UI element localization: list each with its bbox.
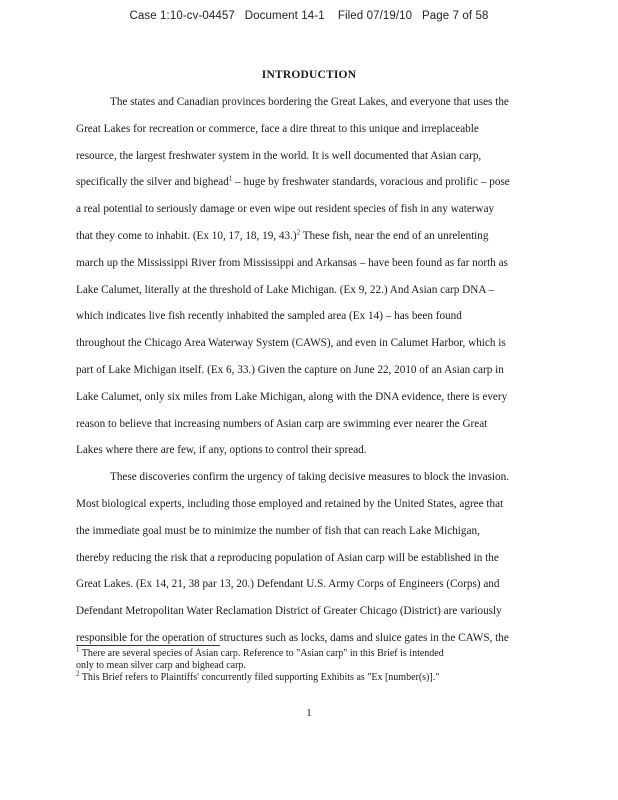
body-line xyxy=(76,148,556,175)
body-line xyxy=(76,576,556,603)
body-line xyxy=(76,469,556,496)
body-line xyxy=(76,362,556,389)
body-line-text: Defendant Metropolitan Water Reclamation District of Greater Chicago (District) are variously xyxy=(76,605,502,618)
body-line-text: that they come to inhabit. (Ex 10, 17, 18, 19, 43.) xyxy=(76,229,297,242)
footnote-separator xyxy=(76,645,220,646)
body-line-text: thereby reducing the risk that a reproducing population of Asian carp will be established in the xyxy=(76,551,499,564)
body-line-text: Lake Calumet, literally at the threshold of Lake Michigan. (Ex 9, 22.) And Asian carp DNA – xyxy=(76,283,495,296)
footnote xyxy=(76,660,556,672)
body-line xyxy=(76,442,556,469)
body-line-text: Lakes where there are few, if any, options to control their spread. xyxy=(76,444,367,457)
body-line xyxy=(76,416,556,443)
body-line xyxy=(76,335,556,362)
body-line xyxy=(76,603,556,630)
body-line-text: Great Lakes for recreation or commerce, face a dire threat to this unique and irreplaceable xyxy=(76,122,479,135)
body-line xyxy=(76,121,556,148)
body-line xyxy=(76,94,556,121)
body-line-text: responsible for the operation of structures such as locks, dams and sluice gates in the CAWS, the xyxy=(76,631,509,644)
body-line-text: part of Lake Michigan itself. (Ex 6, 33.) Given the capture on June 22, 2010 of an Asian carp in xyxy=(76,363,504,376)
body-line-text: reason to believe that increasing numbers of Asian carp are swimming ever nearer the Great xyxy=(76,417,488,430)
body-line-text-cont: – huge by freshwater standards, voracious and prolific – pose xyxy=(232,176,510,189)
footnote-number: 2 xyxy=(76,669,80,678)
footnote-text: This Brief refers to Plaintiffs' concurrently filed supporting Exhibits as "Ex [number(s)]." xyxy=(79,672,440,683)
footnote xyxy=(76,669,556,684)
body-line-text: Most biological experts, including those employed and retained by the United States, agree that xyxy=(76,497,504,510)
body-text xyxy=(76,94,556,657)
body-line-text: march up the Mississippi River from Mississippi and Arkansas – have been found as far north as xyxy=(76,256,508,269)
body-line xyxy=(76,255,556,282)
body-line xyxy=(76,308,556,335)
body-line-text: specifically the silver and bighead xyxy=(76,176,229,189)
footnotes xyxy=(76,645,556,684)
body-line-text: Lake Calumet, only six miles from Lake Michigan, along with the DNA evidence, there is every xyxy=(76,390,508,403)
body-line xyxy=(76,228,556,255)
body-line-text: resource, the largest freshwater system in the world. It is well documented that Asian carp, xyxy=(76,149,482,162)
body-line xyxy=(76,201,556,228)
body-line-text: The states and Canadian provinces bordering the Great Lakes, and everyone that uses the xyxy=(110,96,509,108)
body-line-text: the immediate goal must be to minimize the number of fish that can reach Lake Michigan, xyxy=(76,524,480,537)
footnote-ref: 1 xyxy=(228,174,233,183)
footnote-ref: 2 xyxy=(296,228,301,237)
body-line-text: which indicates live fish recently inhabited the sampled area (Ex 14) – has been found xyxy=(76,310,462,323)
page-number: 1 xyxy=(306,707,312,719)
body-line xyxy=(76,282,556,309)
footnote-number: 1 xyxy=(76,645,80,654)
body-line-text-cont: These fish, near the end of an unrelenting xyxy=(300,229,489,242)
body-line xyxy=(76,523,556,550)
case-header: Case 1:10-cv-04457 Document 14-1 Filed 07/19/10 Page 7 of 58 xyxy=(129,10,489,22)
footnote-text: There are several species of Asian carp. Reference to "Asian carp" in this Brief is intended xyxy=(79,648,444,659)
body-line-text: a real potential to seriously damage or even wipe out resident species of fish in any waterway xyxy=(76,203,495,216)
body-line-text: Great Lakes. (Ex 14, 21, 38 par 13, 20.) Defendant U.S. Army Corps of Engineers (Corps) and xyxy=(76,578,500,591)
footnote-text: only to mean silver carp and bighead carp. xyxy=(76,660,246,671)
body-line xyxy=(76,550,556,577)
section-title: INTRODUCTION xyxy=(261,69,357,81)
body-line xyxy=(76,389,556,416)
body-line-text: These discoveries confirm the urgency of taking decisive measures to block the invasion. xyxy=(110,471,510,484)
footnote xyxy=(76,645,556,660)
body-line xyxy=(76,174,556,201)
body-line-text: throughout the Chicago Area Waterway System (CAWS), and even in Calumet Harbor, which is xyxy=(76,337,506,350)
body-line xyxy=(76,496,556,523)
